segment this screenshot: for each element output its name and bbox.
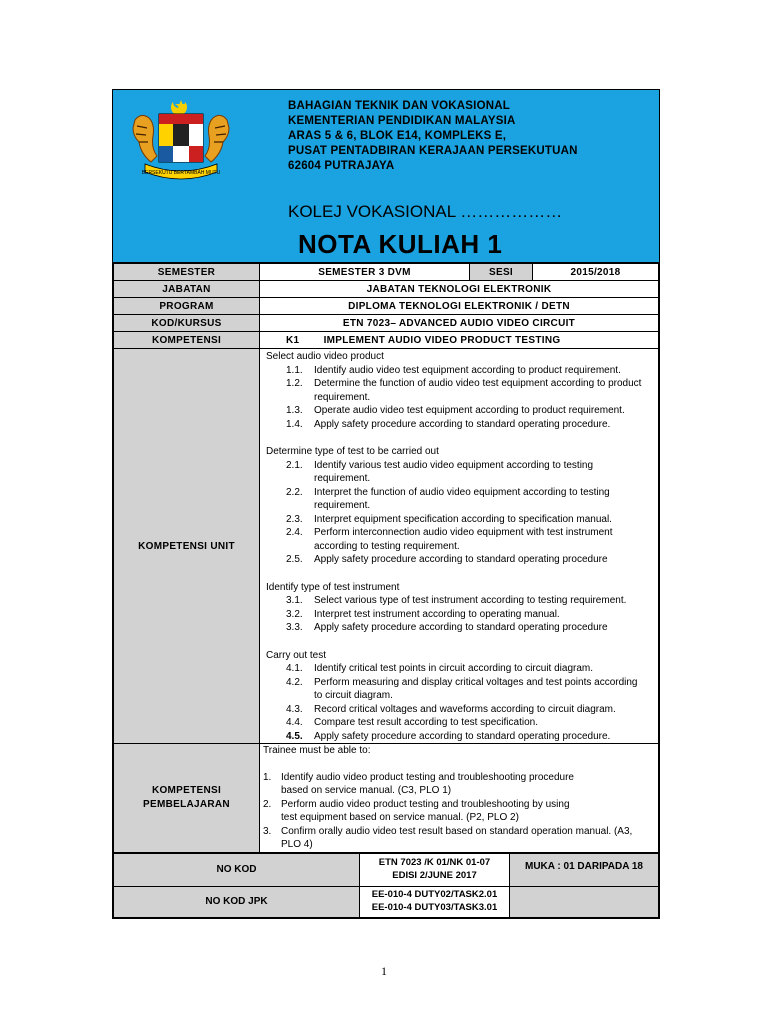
address-line: ARAS 5 & 6, BLOK E14, KOMPLEKS E, [288,130,507,142]
unit-item: 4.4. Compare test result according to test specification. [286,717,538,728]
kod-kursus-label: KOD/KURSUS [114,315,260,332]
kompetensi-label: KOMPETENSI [114,332,260,349]
jabatan-value: JABATAN TEKNOLOGI ELEKTRONIK [260,281,659,298]
no-kod-value: ETN 7023 /K 01/NK 01-07 EDISI 2/JUNE 2017 [360,853,510,886]
learning-item: 2. Perform audio video product testing and troubleshooting by using [263,798,570,810]
learning-item-cont: based on service manual. (C3, PLO 1) [281,785,452,796]
unit-item: 1.1. Identify audio video test equipment according to product requirement. [286,364,621,376]
unit-item: 2.5. Apply safety procedure according to standard operating procedure [286,554,608,565]
unit-item: 2.4. Perform interconnection audio video equipment with test instrument according to testing requirement. [286,527,613,552]
kompetensi-code: K1 [286,334,300,346]
kompetensi-unit-row [114,349,659,744]
no-kod-jpk-label: NO KOD JPK [114,886,360,917]
address-line: BAHAGIAN TEKNIK DAN VOKASIONAL [288,100,510,112]
kompetensi-pembelajaran-row [114,744,659,853]
jabatan-row [114,281,659,298]
no-kod-label: NO KOD [114,853,360,886]
document-title: NOTA KULIAH 1 [298,229,503,259]
program-label: PROGRAM [114,298,260,315]
footer-blank-cell [510,886,659,917]
kompetensi-value [260,332,659,349]
unit-section-title: Carry out test [266,649,327,661]
unit-item: 2.3. Interpret equipment specification according to specification manual. [286,513,612,525]
ministry-address [288,99,578,174]
learning-intro: Trainee must be able to: [263,745,371,756]
unit-item: 2.2. Interpret the function of audio video equipment according to testing requirement. [286,486,610,511]
kompetensi-pembelajaran-label: KOMPETENSI PEMBELAJARAN [114,744,260,853]
jabatan-label: JABATAN [114,281,260,298]
kompetensi-pembelajaran-content [260,744,659,853]
unit-item: 4.5. Apply safety procedure according to standard operating procedure. [286,730,611,742]
program-value: DIPLOMA TEKNOLOGI ELEKTRONIK / DETN [260,298,659,315]
sesi-label: SESI [470,264,533,281]
unit-item: 4.2. Perform measuring and display critical voltages and test points according to circuit diagram. [286,676,638,701]
unit-section-title: Identify type of test instrument [266,581,400,593]
footer-table [113,853,659,918]
unit-item: 3.3. Apply safety procedure according to standard operating procedure [286,622,608,633]
semester-value: SEMESTER 3 DVM [260,264,470,281]
info-table [113,263,659,853]
page-count: MUKA : 01 DARIPADA 18 [510,853,659,886]
kod-kursus-row [114,315,659,332]
learning-item: 1. Identify audio video product testing and troubleshooting procedure [263,771,574,783]
unit-item: 4.1. Identify critical test points in circuit according to circuit diagram. [286,663,593,674]
semester-row [114,264,659,281]
learning-item-cont: PLO 4) [281,839,313,850]
program-row [114,298,659,315]
no-kod-jpk-row [114,886,659,917]
svg-text:BERSEKUTU BERTAMBAH MUTU: BERSEKUTU BERTAMBAH MUTU [141,170,221,176]
kod-kursus-value: ETN 7023– ADVANCED AUDIO VIDEO CIRCUIT [260,315,659,332]
address-line: 62604 PUTRAJAYA [288,160,395,172]
kompetensi-unit-content [260,349,659,744]
kompetensi-title: IMPLEMENT AUDIO VIDEO PRODUCT TESTING [323,334,561,346]
page-number: 1 [381,964,387,978]
address-line: PUSAT PENTADBIRAN KERAJAAN PERSEKUTUAN [288,145,578,157]
kompetensi-unit-label: KOMPETENSI UNIT [114,349,260,744]
no-kod-row [114,853,659,886]
unit-item: 3.1. Select various type of test instrument according to testing requirement. [286,595,627,606]
unit-item: 1.4. Apply safety procedure according to standard operating procedure. [286,418,611,430]
unit-section-title: Determine type of test to be carried out [266,446,439,457]
unit-item: 4.3. Record critical voltages and waveforms according to circuit diagram. [286,703,616,715]
unit-item: 1.2. Determine the function of audio video test equipment according to product requirement. [286,378,642,403]
learning-item-cont: test equipment based on service manual. (P2, PLO 2) [281,812,519,823]
unit-item: 1.3. Operate audio video test equipment according to product requirement. [286,405,625,416]
unit-section-title: Select audio video product [266,351,384,362]
lecture-note-document [112,89,660,919]
semester-label: SEMESTER [114,264,260,281]
sesi-value: 2015/2018 [533,264,659,281]
unit-item: 2.1. Identify various test audio video equipment according to testing requirement. [286,459,594,484]
no-kod-jpk-value: EE-010-4 DUTY02/TASK2.01 EE-010-4 DUTY03/TASK3.01 [360,886,510,917]
document-header [113,90,659,263]
learning-item: 3. Confirm orally audio video test result based on standard operation manual. (A3, [263,825,633,837]
address-line: KEMENTERIAN PENDIDIKAN MALAYSIA [288,115,516,127]
malaysia-coat-of-arms-icon [121,98,241,184]
college-name: KOLEJ VOKASIONAL ……………… [288,202,563,221]
unit-item: 3.2. Interpret test instrument according to operating manual. [286,608,560,620]
kompetensi-row [114,332,659,349]
